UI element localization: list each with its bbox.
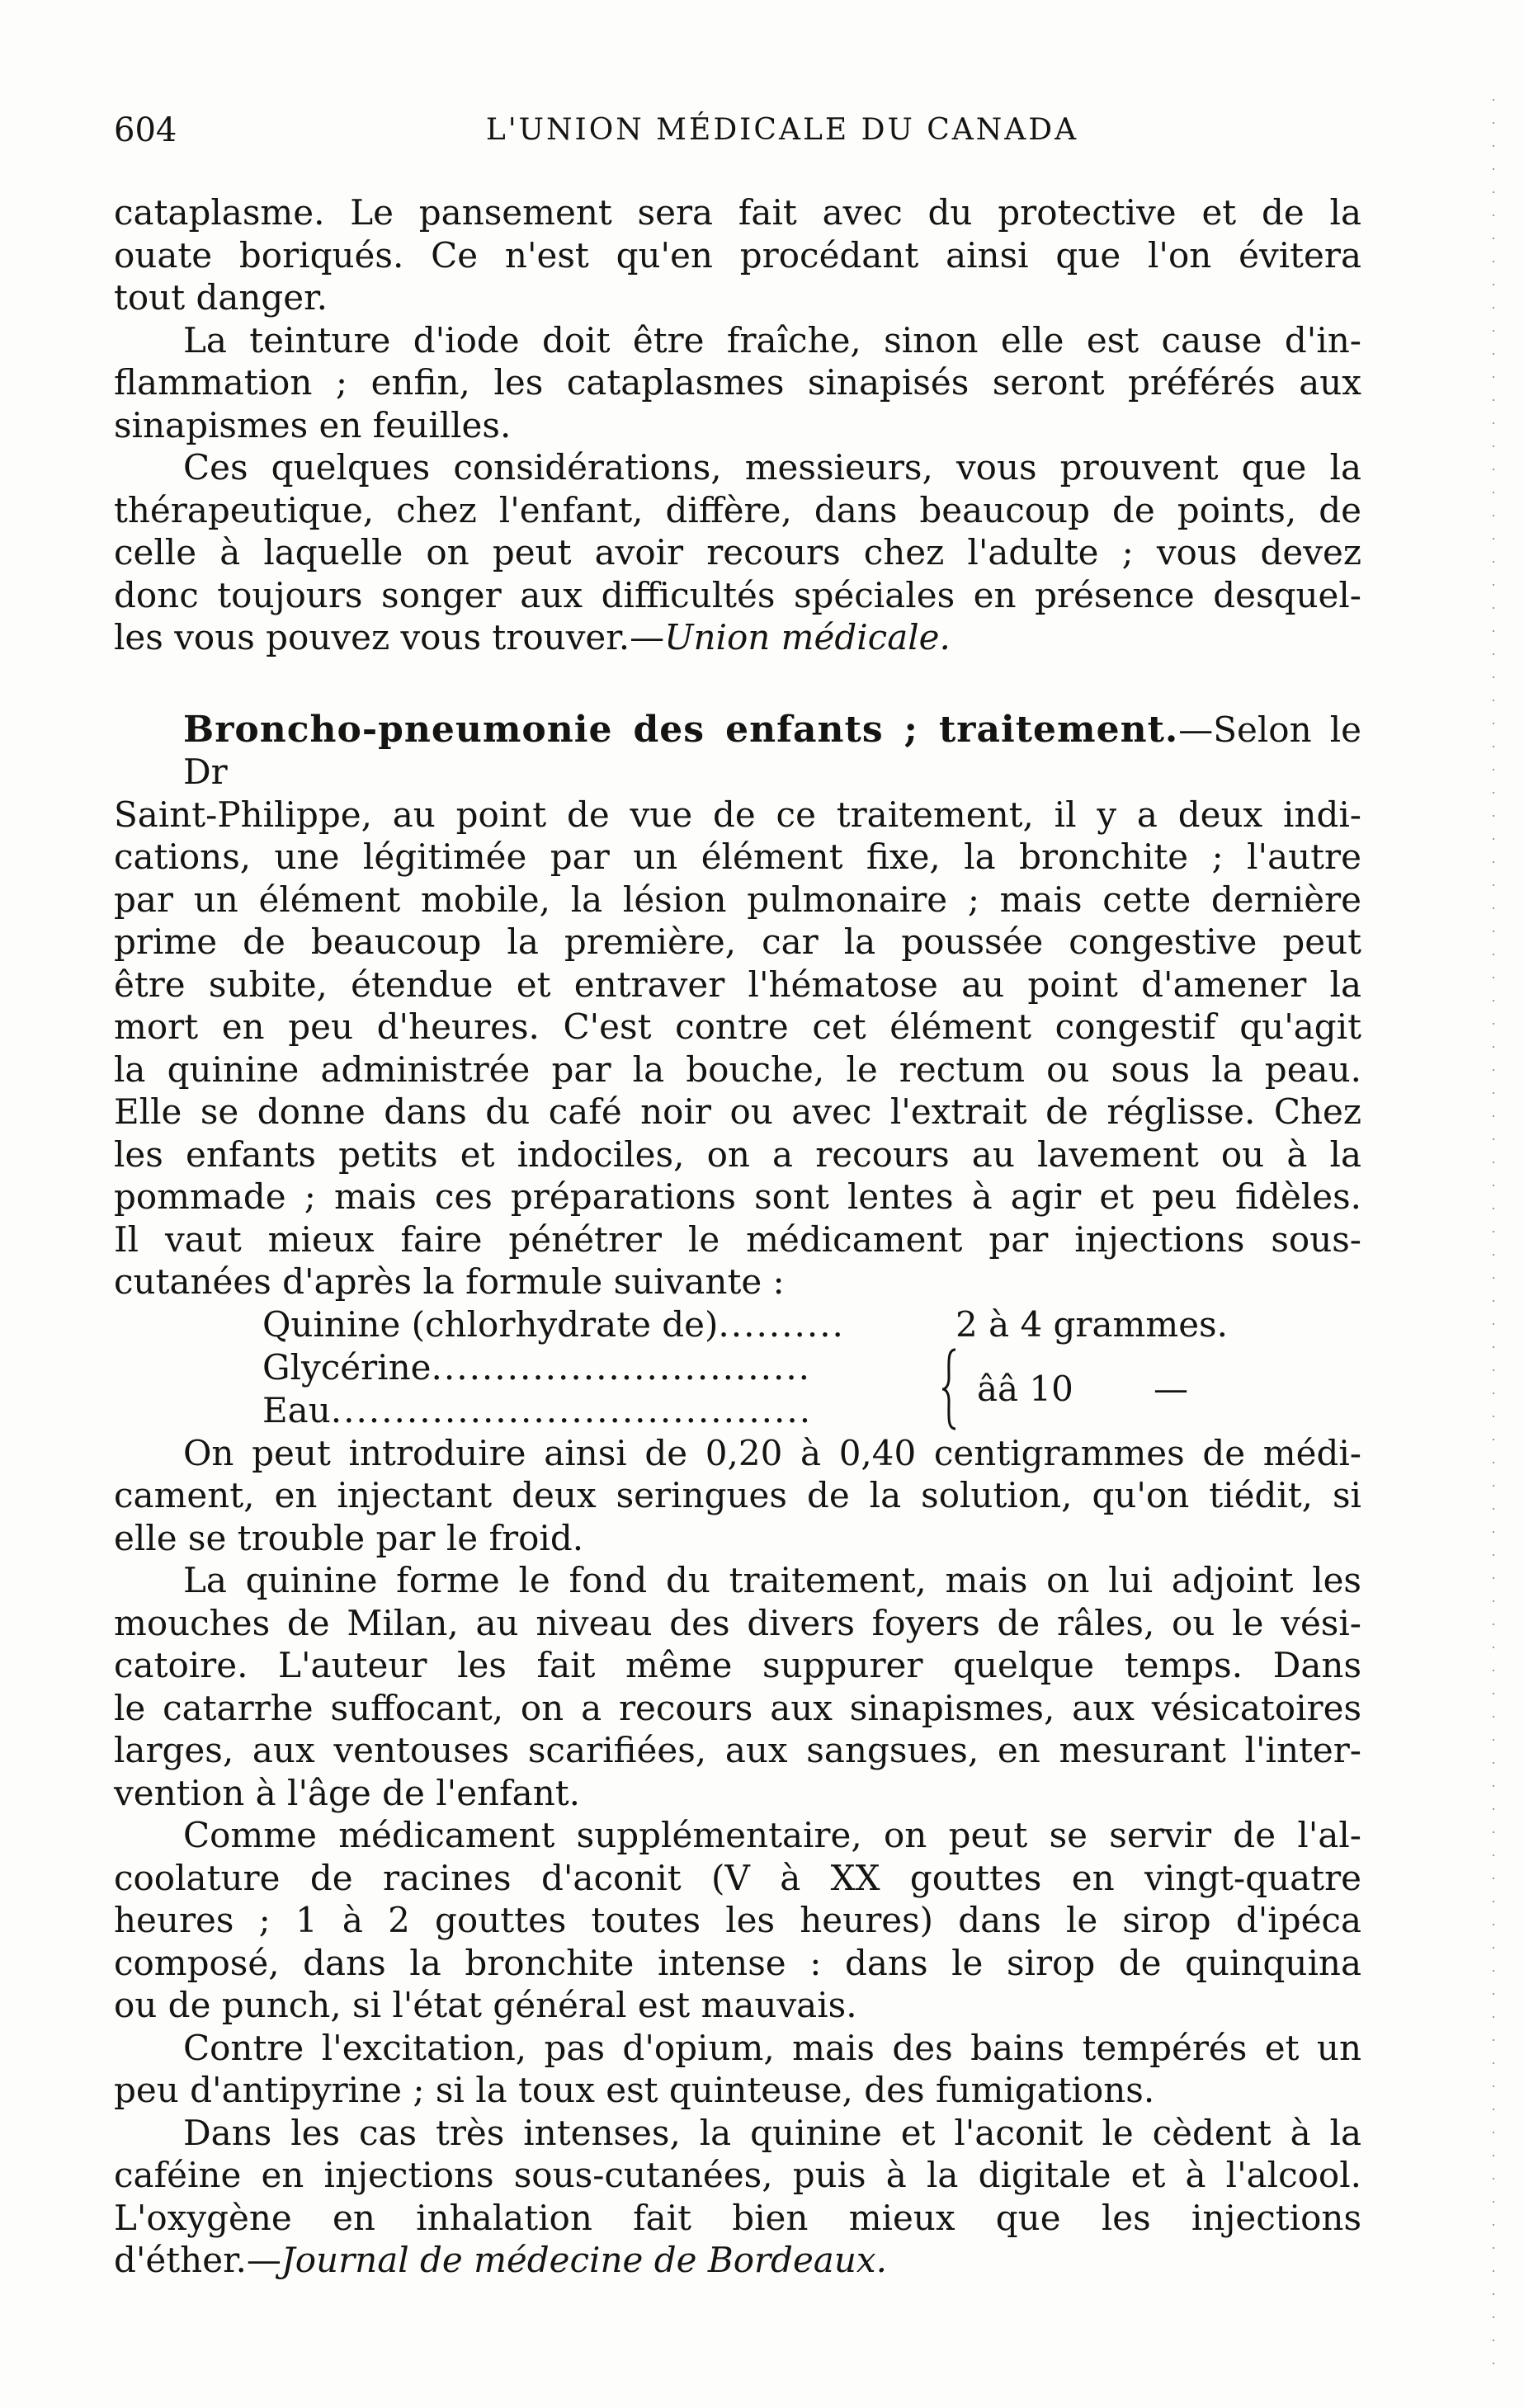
text-fragment: d'éther.— — [114, 2240, 281, 2280]
text-line: La quinine forme le fond du traitement, mais on lui adjoint les — [183, 1560, 1361, 1600]
text-line: celle à laquelle on peut avoir recours chez l'adulte ; vous devez — [114, 532, 1361, 573]
formula-row-glycerine — [262, 1346, 811, 1389]
paragraph-excitation — [114, 2027, 1361, 2112]
text-line: Ces quelques considérations, messieurs, vous prouvent que la — [183, 447, 1361, 488]
text-line — [114, 616, 1361, 659]
glycerine-eau-dose: ââ 10 — [977, 1368, 1073, 1409]
paragraph-teinture — [114, 319, 1361, 447]
page-number: 604 — [114, 111, 177, 149]
text-line: cataplasme. Le pansement sera fait avec du protective et de la — [114, 192, 1361, 233]
text-line: les enfants petits et indociles, on a recours au lavement ou à la — [114, 1133, 1361, 1175]
text-line: larges, aux ventouses scarifiées, aux sangsues, en mesurant l'inter- — [114, 1730, 1361, 1770]
text-line: mouches de Milan, au niveau des divers foyers de râles, ou le vési- — [114, 1602, 1361, 1643]
text-line: La teinture d'iode doit être fraîche, sinon elle est cause d'in- — [183, 319, 1361, 360]
unit-dash: — — [1154, 1368, 1188, 1409]
paragraph-introduire — [114, 1432, 1361, 1560]
text-line: prime de beaucoup la première, car la poussée congestive peut — [114, 921, 1361, 962]
text-line: cament, en injectant deux seringues de la solution, qu'on tiédit, si — [114, 1475, 1361, 1515]
text-fragment: —Selon le Dr — [183, 709, 1361, 792]
leader-dots: ...................................... — [330, 1389, 813, 1430]
text-line: donc toujours songer aux difficultés spéciales en présence desquel- — [114, 574, 1361, 615]
text-line: sinapismes en feuilles. — [114, 404, 512, 445]
text-line: Saint-Philippe, au point de vue de ce traitement, il y a deux indi- — [114, 794, 1361, 835]
prescription-formula — [114, 1303, 1361, 1432]
text-line: catoire. L'auteur les fait même suppurer quelque temps. Dans — [114, 1645, 1361, 1685]
curly-brace-icon — [939, 1346, 960, 1432]
text-line: thérapeutique, chez l'enfant, diffère, dans beaucoup de points, de — [114, 489, 1361, 530]
formula-row-eau — [262, 1389, 812, 1432]
ingredient-name: Glycérine — [262, 1346, 432, 1388]
text-line: elle se trouble par le froid. — [114, 1517, 584, 1558]
text-line: peu d'antipyrine ; si la toux est quinteuse, des fumigations. — [114, 2070, 1155, 2110]
running-title: L'UNION MÉDICALE DU CANADA — [485, 113, 1079, 147]
text-line: mort en peu d'heures. C'est contre cet élément congestif qu'agit — [114, 1006, 1361, 1047]
text-line: cutanées d'après la formule suivante : — [114, 1261, 785, 1302]
text-line — [114, 2239, 1361, 2282]
paragraph-considerations — [114, 446, 1361, 659]
paragraph-supplementaire — [114, 1814, 1361, 2027]
text-line: composé, dans la bronchite intense : dans le sirop de quinquina — [114, 1942, 1361, 1983]
leader-dots: .......... — [718, 1303, 845, 1345]
text-fragment: les vous pouvez vous trouver.— — [114, 617, 665, 657]
text-line: Comme médicament supplémentaire, on peut se servir de l'al- — [183, 1815, 1361, 1855]
text-line: par un élément mobile, la lésion pulmonaire ; mais cette dernière — [114, 879, 1361, 920]
text-line: Il vaut mieux faire pénétrer le médicament par injections sous- — [114, 1218, 1361, 1260]
text-line: Contre l'excitation, pas d'opium, mais des bains tempérés et un — [183, 2027, 1361, 2068]
text-line: caféine en injections sous-cutanées, puis à la digitale et à l'alcool. — [114, 2155, 1361, 2195]
text-line: être subite, étendue et entraver l'hématose au point d'amener la — [114, 964, 1361, 1005]
leader-dots: .............................. — [431, 1346, 812, 1388]
formula-row-quinine — [262, 1303, 845, 1346]
text-line: cations, une légitimée par un élément fixe, la bronchite ; l'autre — [114, 836, 1361, 877]
text-line: tout danger. — [114, 277, 328, 318]
text-line: pommade ; mais ces préparations sont lentes à agir et peu fidèles. — [114, 1176, 1361, 1217]
section-gap — [114, 659, 1361, 709]
text-line: Elle se donne dans du café noir ou avec l'extrait de réglisse. Chez — [114, 1091, 1361, 1132]
ingredient-name: Quinine (chlorhydrate de) — [262, 1303, 719, 1345]
text-line — [114, 709, 1361, 794]
text-line: flammation ; enfin, les cataplasmes sinapisés seront préférés aux — [114, 362, 1361, 403]
text-line: Dans les cas très intenses, la quinine et l'aconit le cèdent à la — [183, 2112, 1361, 2153]
text-line: On peut introduire ainsi de 0,20 à 0,40 centigrammes de médi- — [183, 1432, 1361, 1473]
text-line: L'oxygène en inhalation fait bien mieux que les injections — [114, 2197, 1361, 2238]
paragraph-cataplasme — [114, 191, 1361, 319]
text-line: heures ; 1 à 2 gouttes toutes les heures) dans le sirop d'ipéca — [114, 1900, 1361, 1940]
text-line: ouate boriqués. Ce n'est qu'en procédant ainsi que l'on évitera — [114, 234, 1361, 276]
text-line: coolature de racines d'aconit (V à XX gouttes en vingt-quatre — [114, 1857, 1361, 1898]
binding-edge-dots — [1485, 99, 1502, 2368]
paragraph-cas-intenses — [114, 2112, 1361, 2282]
text-line: le catarrhe suffocant, on a recours aux sinapismes, aux vésicatoires — [114, 1687, 1361, 1728]
source-citation: Journal de médecine de Bordeaux. — [281, 2240, 887, 2280]
ingredient-name: Eau — [262, 1389, 331, 1430]
paragraph-broncho-pneumonie — [114, 709, 1361, 1303]
section-title: Broncho-pneumonie des enfants ; traitement. — [183, 708, 1179, 751]
body-text — [114, 191, 1361, 2282]
text-line: vention à l'âge de l'enfant. — [114, 1772, 580, 1813]
quinine-dose: 2 à 4 grammes. — [955, 1303, 1228, 1345]
source-citation: Union médicale. — [664, 617, 951, 657]
paragraph-quinine — [114, 1559, 1361, 1814]
page-header — [114, 106, 1360, 155]
text-line: ou de punch, si l'état général est mauvais. — [114, 1985, 857, 2025]
text-line: la quinine administrée par la bouche, le rectum ou sous la peau. — [114, 1048, 1361, 1090]
